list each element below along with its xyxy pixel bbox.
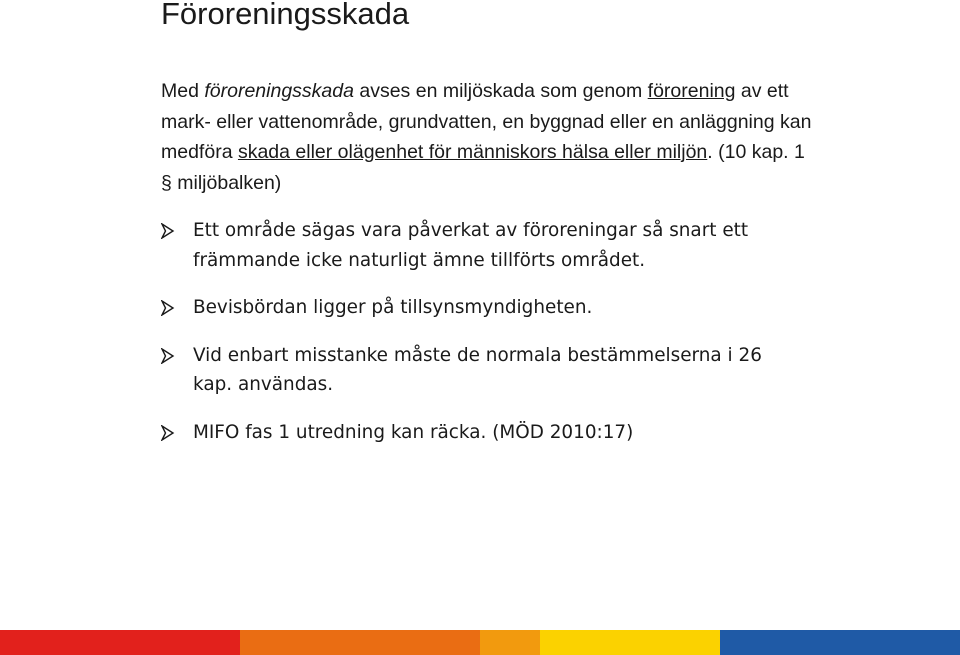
stripe-segment-orange — [240, 630, 480, 655]
bullet-item — [161, 293, 801, 323]
definition-middle-2: av ett mark- eller vattenområde, grundvatten, en byggnad eller en anläggning kan medföra — [161, 80, 812, 163]
link-skada-eller-olagenhet[interactable]: skada eller olägenhet för människors hälsa eller miljön — [237, 141, 708, 163]
arrowhead-icon — [161, 348, 175, 364]
bullet-item — [161, 216, 801, 275]
bullet-text: Ett område sägas vara påverkat av föroreningar så snart ett främmande icke naturligt ämne tillförts området. — [193, 220, 749, 271]
definition-middle-1: avses en miljöskada som genom — [353, 80, 648, 102]
stripe-segment-blue — [720, 630, 960, 655]
bullet-text: Bevisbördan ligger på tillsynsmyndigheten. — [193, 297, 593, 318]
color-stripe — [0, 630, 960, 655]
bullet-list — [161, 216, 801, 447]
bullet-item — [161, 418, 801, 448]
definition-term: föroreningsskada — [204, 80, 354, 102]
definition-paragraph — [161, 76, 821, 198]
arrowhead-icon — [161, 425, 175, 441]
arrowhead-icon — [161, 223, 175, 239]
stripe-segment-red — [0, 630, 240, 655]
definition-prefix: Med — [161, 80, 205, 102]
link-fororening[interactable]: förorening — [647, 80, 736, 102]
page-title: Föroreningsskada — [161, 0, 410, 31]
bullet-text: MIFO fas 1 utredning kan räcka. (MÖD 2010:17) — [193, 421, 634, 443]
definition-suffix: . (10 kap. 1 § miljöbalken) — [161, 141, 805, 194]
stripe-segment-amber — [480, 630, 540, 655]
stripe-segment-yellow — [540, 630, 720, 655]
bullet-text: Vid enbart misstanke måste de normala bestämmelserna i 26 kap. användas. — [193, 344, 762, 395]
arrowhead-icon — [161, 300, 175, 316]
bullet-item — [161, 341, 801, 400]
